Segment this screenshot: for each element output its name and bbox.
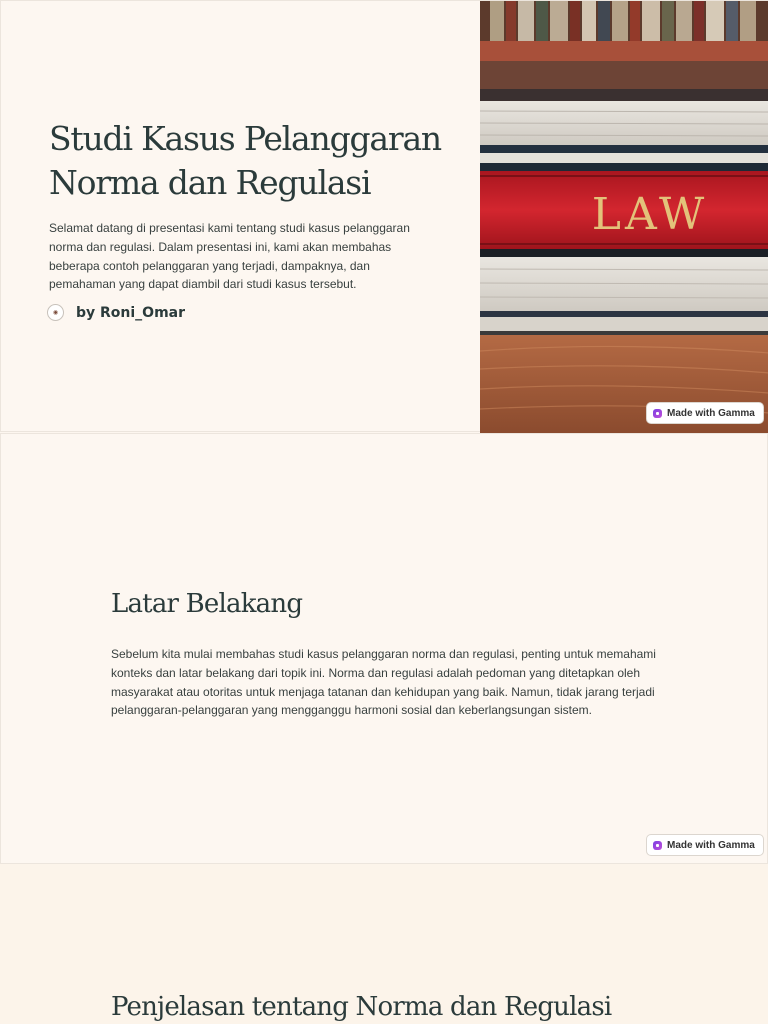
avatar: ◉ bbox=[47, 304, 64, 321]
intro-paragraph: Selamat datang di presentasi kami tentang studi kasus pelanggaran norma dan regulasi. Dalam presentasi ini, kami akan membahas beberapa contoh pelanggaran yang terjadi, dampaknya, dan pemahaman yang dapat diambil dari studi kasus tersebut. bbox=[49, 221, 410, 292]
made-with-gamma-badge[interactable] bbox=[646, 834, 764, 856]
title-slide bbox=[0, 0, 768, 432]
author-block bbox=[47, 304, 185, 321]
gamma-logo-icon bbox=[653, 841, 662, 850]
section-title-latar-belakang: Latar Belakang bbox=[111, 589, 303, 619]
made-with-gamma-badge[interactable] bbox=[646, 402, 764, 424]
section-title-penjelasan: Penjelasan tentang Norma dan Regulasi bbox=[111, 992, 612, 1022]
author-name: by Roni_Omar bbox=[76, 304, 186, 321]
law-book-label: LAW bbox=[591, 189, 709, 240]
badge-label: Made with Gamma bbox=[667, 407, 755, 419]
section-paragraph: Sebelum kita mulai membahas studi kasus pelanggaran norma dan regulasi, penting untuk memahami konteks dan latar belakang dari topik ini. Norma dan regulasi adalah pedoman yang ditetapkan oleh masyarakat atau otoritas untuk menjaga tatanan dan kehidupan yang baik. Namun, tidak jarang terjadi pelanggaran-pelanggaran yang mengganggu harmoni sosial dan keberlangsungan sistem. bbox=[111, 647, 656, 718]
gamma-logo-icon bbox=[653, 409, 662, 418]
page-title: Studi Kasus Pelanggaran Norma dan Regulasi bbox=[49, 119, 441, 202]
law-books-photo bbox=[480, 1, 768, 433]
badge-label: Made with Gamma bbox=[667, 839, 755, 851]
